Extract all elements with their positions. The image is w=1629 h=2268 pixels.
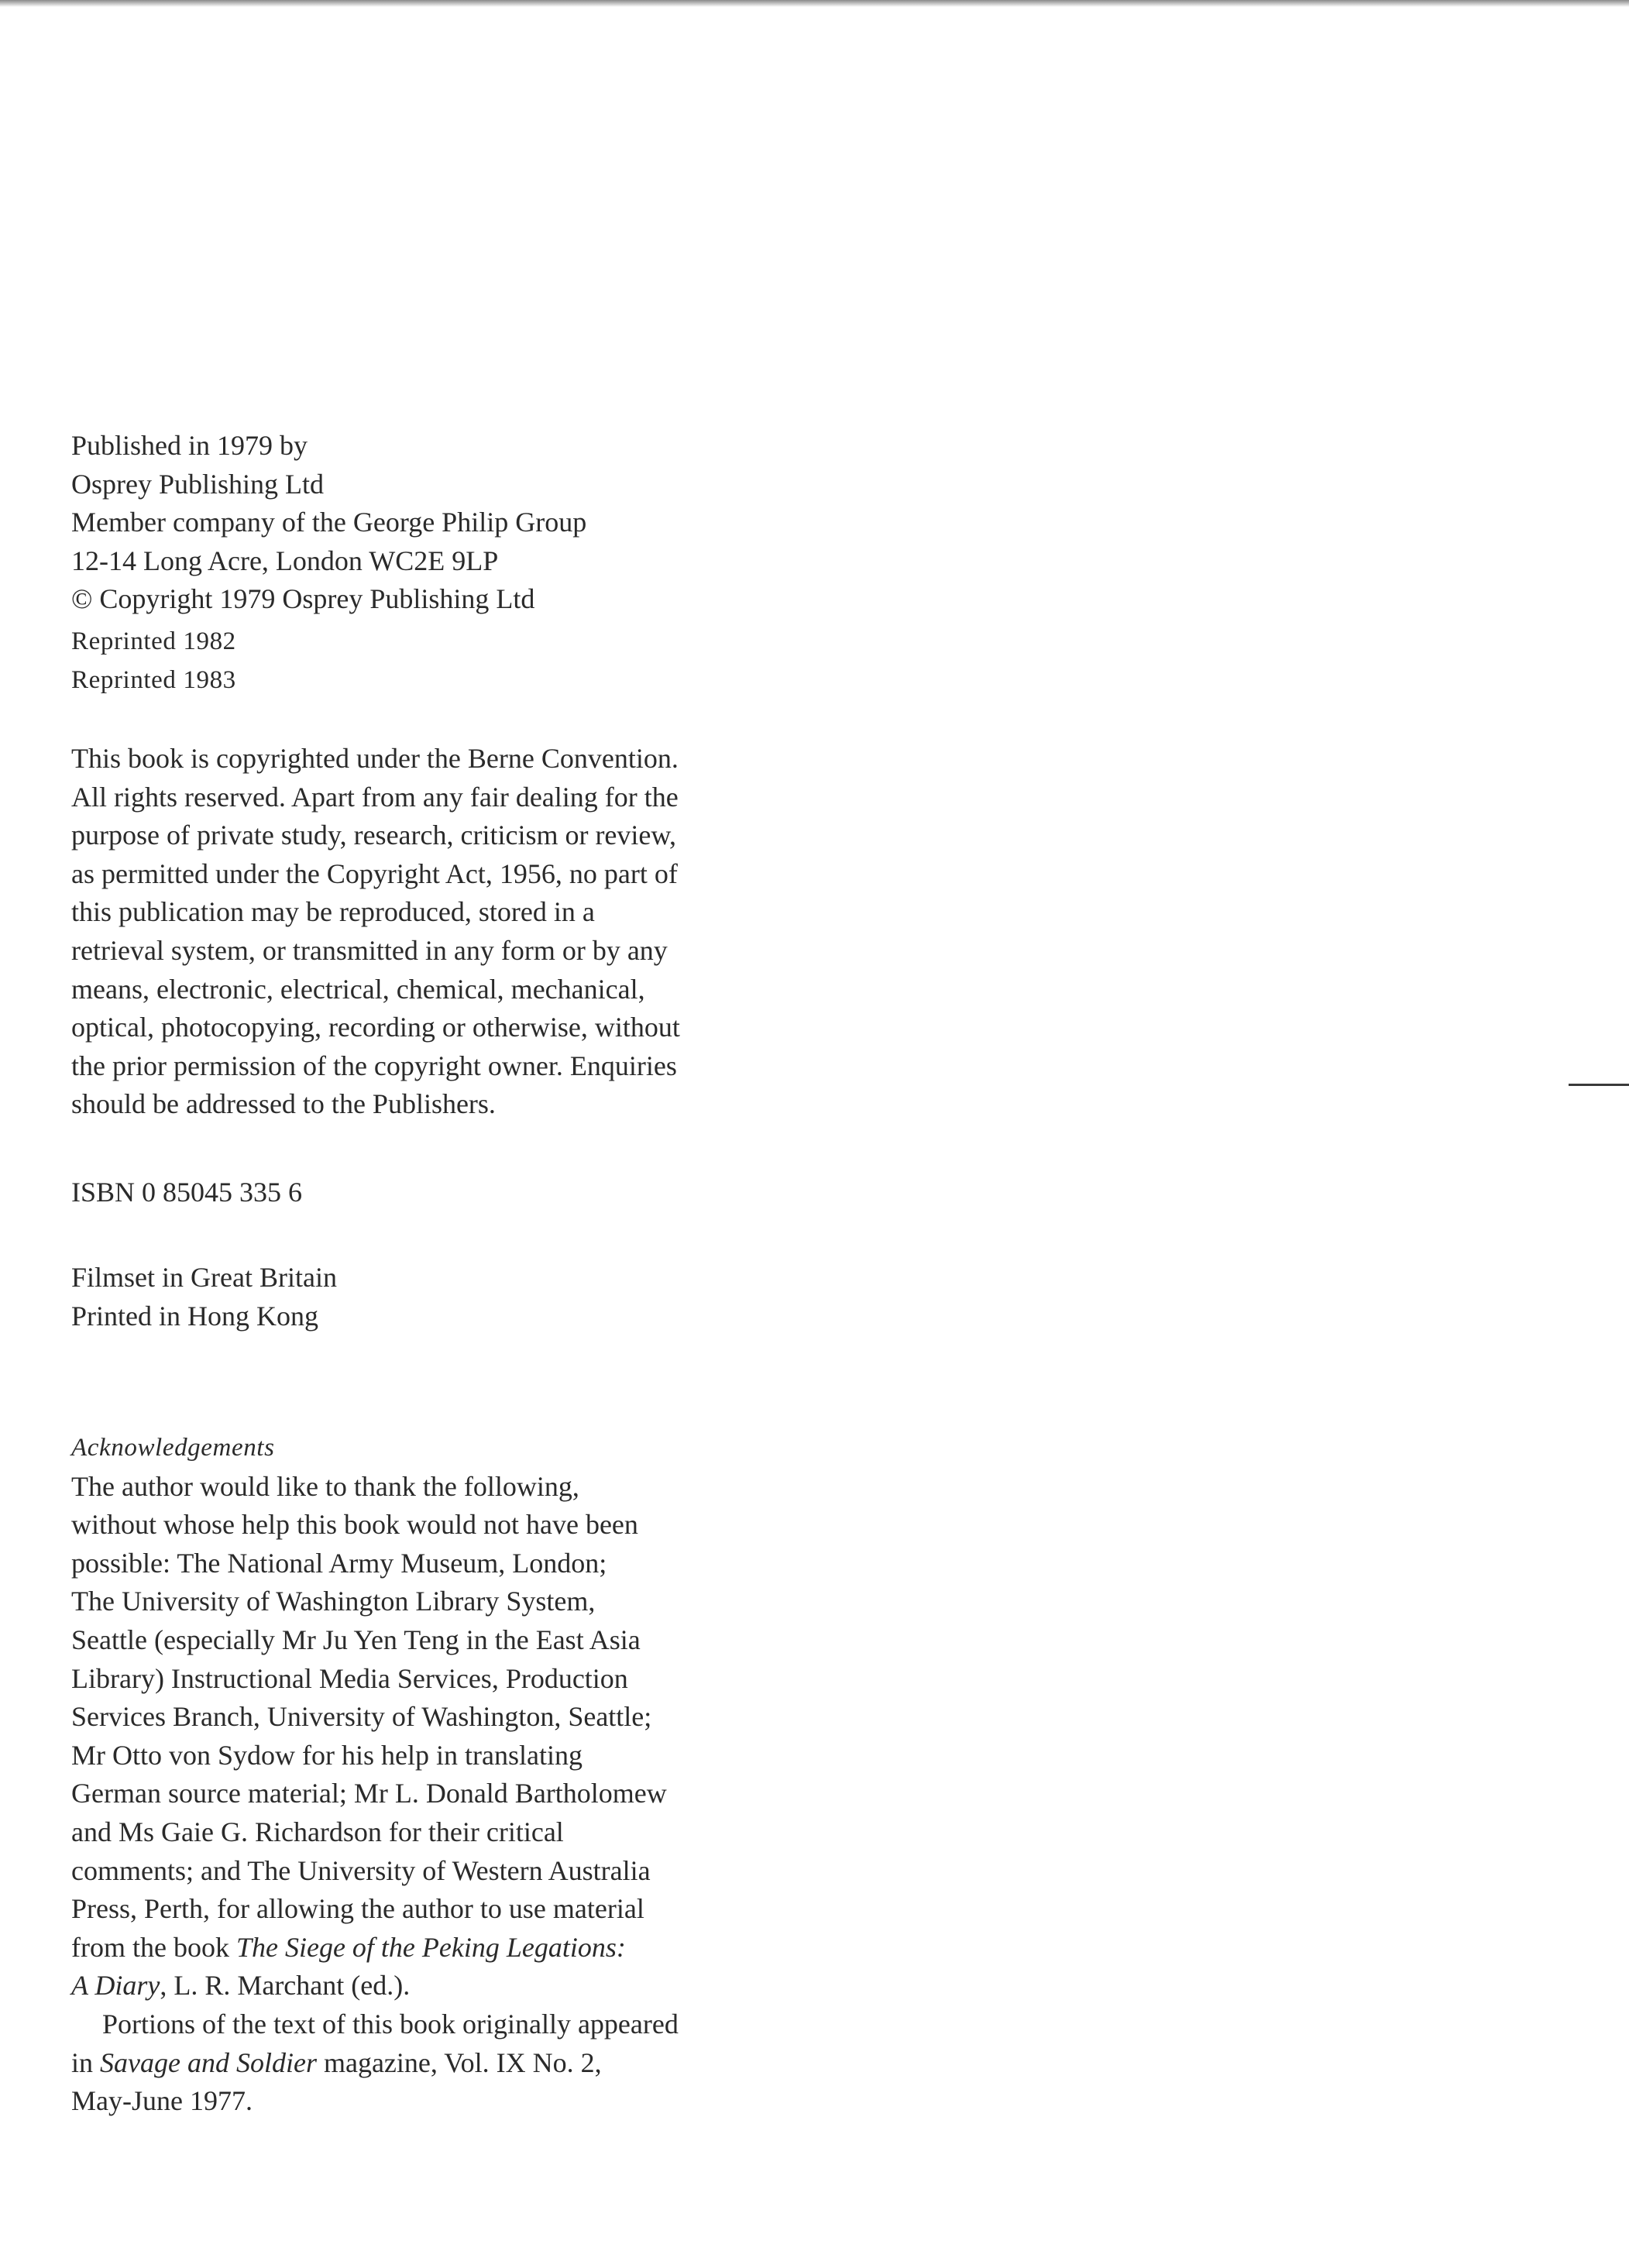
copyright-notice (71, 740, 908, 1124)
notice-line: means, electronic, electrical, chemical, mechanical, (71, 973, 645, 1005)
ack-line: Mr Otto von Sydow for his help in translating (71, 1739, 583, 1771)
isbn (71, 1174, 908, 1212)
publisher-info (71, 427, 908, 619)
notice-line: this publication may be reproduced, stored in a (71, 896, 595, 928)
ack-line: Library) Instructional Media Services, Production (71, 1662, 628, 1694)
book-title: The Siege of the Peking Legations: (235, 1931, 626, 1963)
acknowledgements (71, 1429, 908, 2121)
ack-line: The University of Washington Library System, (71, 1586, 596, 1617)
printing-line: Filmset in Great Britain (71, 1262, 337, 1293)
notice-line: as permitted under the Copyright Act, 1956, no part of (71, 857, 678, 889)
copyright-line: © Copyright 1979 Osprey Publishing Ltd (71, 583, 535, 615)
margin-rule-mark (1569, 1084, 1629, 1086)
ack-line: Press, Perth, for allowing the author to use material (71, 1893, 644, 1925)
reprint-info (71, 623, 908, 699)
notice-line: All rights reserved. Apart from any fair dealing for the (71, 781, 679, 813)
reprint-line: Reprinted 1983 (71, 665, 236, 694)
publisher-line: 12-14 Long Acre, London WC2E 9LP (71, 545, 499, 576)
ack-line: German source material; Mr L. Donald Bartholomew (71, 1778, 667, 1809)
portions-line: Portions of the text of this book originally appeared (102, 2008, 679, 2039)
isbn-number: ISBN 0 85045 335 6 (71, 1177, 303, 1208)
ack-line: and Ms Gaie G. Richardson for their critical (71, 1816, 564, 1847)
reprint-line: Reprinted 1982 (71, 627, 236, 655)
portions-suffix: magazine, Vol. IX No. 2, (316, 2046, 602, 2078)
portions-line: May-June 1977. (71, 2085, 253, 2117)
printing-line: Printed in Hong Kong (71, 1300, 318, 1332)
portions-prefix: in (71, 2046, 101, 2078)
publisher-line: Published in 1979 by (71, 430, 308, 461)
ack-line: comments; and The University of Western Australia (71, 1854, 651, 1886)
ack-line: The author would like to thank the following, (71, 1470, 579, 1502)
publisher-line: Osprey Publishing Ltd (71, 468, 325, 500)
ack-line: Seattle (especially Mr Ju Yen Teng in the East Asia (71, 1624, 641, 1655)
scan-top-edge (0, 0, 1629, 7)
ack-book-line (71, 1929, 908, 1967)
printing-info (71, 1259, 908, 1335)
ack-book-line-2 (71, 1967, 908, 2005)
portions-line (71, 2044, 908, 2083)
publisher-line: Member company of the George Philip Group (71, 507, 587, 538)
notice-line: should be addressed to the Publishers. (71, 1088, 496, 1120)
ack-line: possible: The National Army Museum, London; (71, 1547, 607, 1579)
notice-line: optical, photocopying, recording or otherwise, without (71, 1012, 680, 1043)
notice-line: retrieval system, or transmitted in any form or by any (71, 934, 668, 966)
book-subtitle: A Diary (71, 1970, 160, 2002)
acknowledgements-heading: Acknowledgements (71, 1434, 275, 1462)
ack-line: Services Branch, University of Washington, Seattle; (71, 1701, 652, 1733)
ack-line: without whose help this book would not have been (71, 1509, 638, 1541)
magazine-title: Savage and Soldier (100, 2046, 317, 2078)
ack-book-prefix: from the book (71, 1931, 236, 1963)
notice-line: This book is copyrighted under the Berne Convention. (71, 743, 679, 774)
ack-book-suffix: , L. R. Marchant (ed.). (160, 1970, 411, 2002)
notice-line: purpose of private study, research, criticism or review, (71, 820, 677, 851)
notice-line: the prior permission of the copyright owner. Enquiries (71, 1050, 677, 1081)
